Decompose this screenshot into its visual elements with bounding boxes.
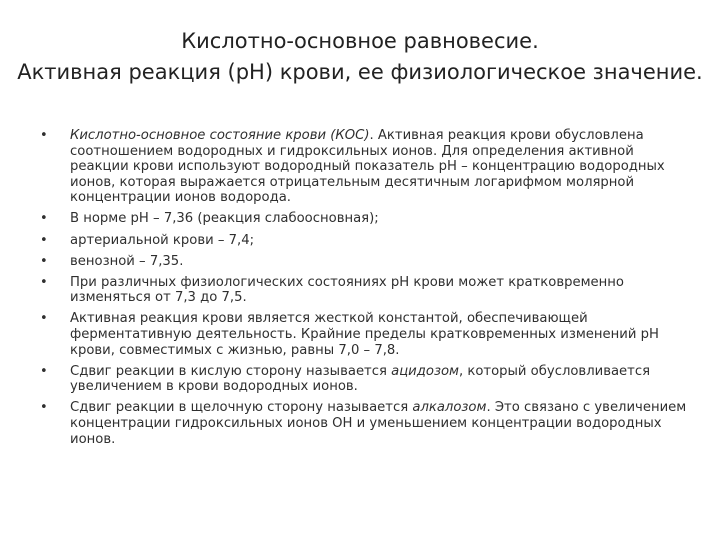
bullet-emphasis: алкалозом <box>412 400 487 416</box>
bullet-icon: • <box>40 128 48 143</box>
bullet-list <box>40 128 690 453</box>
bullet-icon: • <box>40 253 48 269</box>
bullet-text: Активная реакция крови является жесткой константой, обеспечивающей ферментативную деятельность. Крайние пределы кратковременных изменений рН крови, совместимых с жизнью, равны 7,0 – 7,8. <box>70 311 659 358</box>
bullet-item-kos <box>40 128 690 206</box>
bullet-text: венозной – 7,35. <box>70 253 184 269</box>
bullet-text-pre: Сдвиг реакции в кислую сторону называется <box>70 363 392 379</box>
bullet-text-post: , который обусловливается увеличением в крови водородных ионов. <box>70 363 651 395</box>
bullet-icon: • <box>40 211 48 227</box>
bullet-item-alkalosis <box>40 400 690 447</box>
bullet-item-norm <box>40 211 690 227</box>
bullet-item-constant <box>40 311 690 358</box>
bullet-icon: • <box>40 311 48 327</box>
slide-title <box>0 26 720 88</box>
bullet-icon: • <box>40 274 48 290</box>
bullet-icon: • <box>40 400 48 416</box>
bullet-text: При различных физиологических состояниях рН крови может кратковременно изменяться от 7,3 до 7,5. <box>70 274 624 306</box>
title-line-2: Активная реакция (pH) крови, ее физиологическое значение. <box>17 60 703 84</box>
bullet-text: В норме рН – 7,36 (реакция слабоосновная); <box>70 211 379 227</box>
bullet-item-acidosis <box>40 364 690 395</box>
bullet-item-arterial <box>40 233 690 249</box>
bullet-item-variation <box>40 275 690 306</box>
bullet-text-post: . Это связано с увеличением концентрации гидроксильных ионов ОН и уменьшением концентрации водородных ионов. <box>70 400 687 447</box>
bullet-text: артериальной крови – 7,4; <box>70 232 255 248</box>
bullet-icon: • <box>40 232 48 248</box>
bullet-emphasis: Кислотно-основное состояние крови (КОС) <box>70 128 370 143</box>
title-line-1: Кислотно-основное равновесие. <box>181 29 539 53</box>
bullet-emphasis: ацидозом <box>391 363 459 379</box>
bullet-item-venous <box>40 254 690 270</box>
bullet-text: . Активная реакция крови обусловлена соотношением водородных и гидроксильных ионов. Для определения активной реакции крови используют водородный показатель рН – концентрацию водородных ионов, которая выражается отрицательным десятичным логарифмом молярной концентрации ионов водорода. <box>70 128 665 206</box>
bullet-icon: • <box>40 363 48 379</box>
bullet-text-pre: Сдвиг реакции в щелочную сторону называется <box>70 400 413 416</box>
